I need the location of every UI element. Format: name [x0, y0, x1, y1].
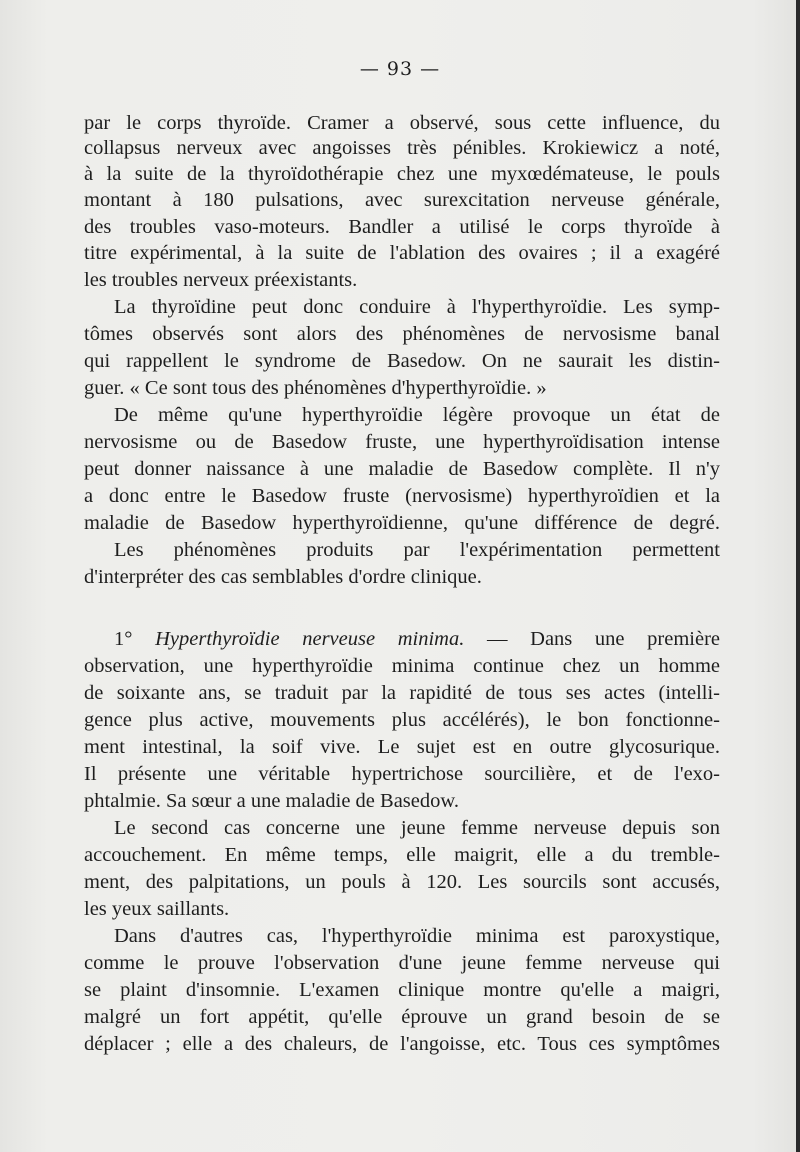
- body-line: collapsus nerveux avec angoisses très pénibles. Krokiewicz a noté,: [84, 137, 720, 159]
- body-line: à la suite de la thyroïdothérapie chez une myxœdémateuse, le pouls: [84, 163, 720, 185]
- body-line: phtalmie. Sa sœur a une maladie de Basedow.: [84, 790, 459, 812]
- body-line: malgré un fort appétit, qu'elle éprouve un grand besoin de se: [84, 1006, 720, 1028]
- body-line: se plaint d'insomnie. L'examen clinique montre qu'elle a maigri,: [84, 979, 720, 1001]
- body-line: montant à 180 pulsations, avec surexcitation nerveuse générale,: [84, 189, 720, 211]
- body-line: observation, une hyperthyroïdie minima continue chez un homme: [84, 655, 720, 677]
- body-line: déplacer ; elle a des chaleurs, de l'angoisse, etc. Tous ces symptômes: [84, 1033, 720, 1055]
- body-line: ment intestinal, la soif vive. Le sujet est en outre glycosurique.: [84, 736, 720, 758]
- body-line: par le corps thyroïde. Cramer a observé, sous cette influence, du: [84, 112, 720, 134]
- body-line: gence plus active, mouvements plus accélérés), le bon fonctionne-: [84, 709, 720, 731]
- body-line: Les phénomènes produits par l'expérimentation permettent: [114, 539, 720, 561]
- body-line: titre expérimental, à la suite de l'ablation des ovaires ; il a exagéré: [84, 242, 720, 264]
- body-line: des troubles vaso-moteurs. Bandler a utilisé le corps thyroïde à: [84, 216, 720, 238]
- body-line: ment, des palpitations, un pouls à 120. Les sourcils sont accusés,: [84, 871, 720, 893]
- body-line: tômes observés sont alors des phénomènes de nervosisme banal: [84, 323, 720, 345]
- body-line: nervosisme ou de Basedow fruste, une hyperthyroïdisation intense: [84, 431, 720, 453]
- body-line: les troubles nerveux préexistants.: [84, 269, 358, 291]
- section-heading-line: [114, 624, 720, 654]
- body-line: Il présente une véritable hypertrichose sourcilière, et de l'exo-: [84, 763, 720, 785]
- body-line: guer. « Ce sont tous des phénomènes d'hyperthyroïdie. »: [84, 377, 547, 399]
- body-line: De même qu'une hyperthyroïdie légère provoque un état de: [114, 404, 720, 426]
- body-line: Le second cas concerne une jeune femme nerveuse depuis son: [114, 817, 720, 839]
- section-number: 1°: [114, 628, 133, 650]
- body-line: qui rappellent le syndrome de Basedow. On ne saurait les distin-: [84, 350, 720, 372]
- body-line: — Dans une première: [487, 628, 721, 650]
- body-line: Dans d'autres cas, l'hyperthyroïdie minima est paroxystique,: [114, 925, 720, 947]
- body-line: comme le prouve l'observation d'une jeune femme nerveuse qui: [84, 952, 720, 974]
- body-line: a donc entre le Basedow fruste (nervosisme) hyperthyroïdien et la: [84, 485, 720, 507]
- body-line: peut donner naissance à une maladie de Basedow complète. Il n'y: [84, 458, 720, 480]
- body-line: accouchement. En même temps, elle maigrit, elle a du tremble-: [84, 844, 720, 866]
- body-line: de soixante ans, se traduit par la rapidité de tous ses actes (intelli-: [84, 682, 720, 704]
- body-line: d'interpréter des cas semblables d'ordre clinique.: [84, 566, 482, 588]
- page-edge-shadow: [796, 0, 800, 1152]
- section-title: Hyperthyroïdie nerveuse minima.: [155, 628, 465, 650]
- body-line: les yeux saillants.: [84, 898, 230, 920]
- page-number: — 93 —: [359, 58, 441, 80]
- body-line: La thyroïdine peut donc conduire à l'hyperthyroïdie. Les symp-: [114, 296, 720, 318]
- body-line: maladie de Basedow hyperthyroïdienne, qu'une différence de degré.: [84, 512, 720, 534]
